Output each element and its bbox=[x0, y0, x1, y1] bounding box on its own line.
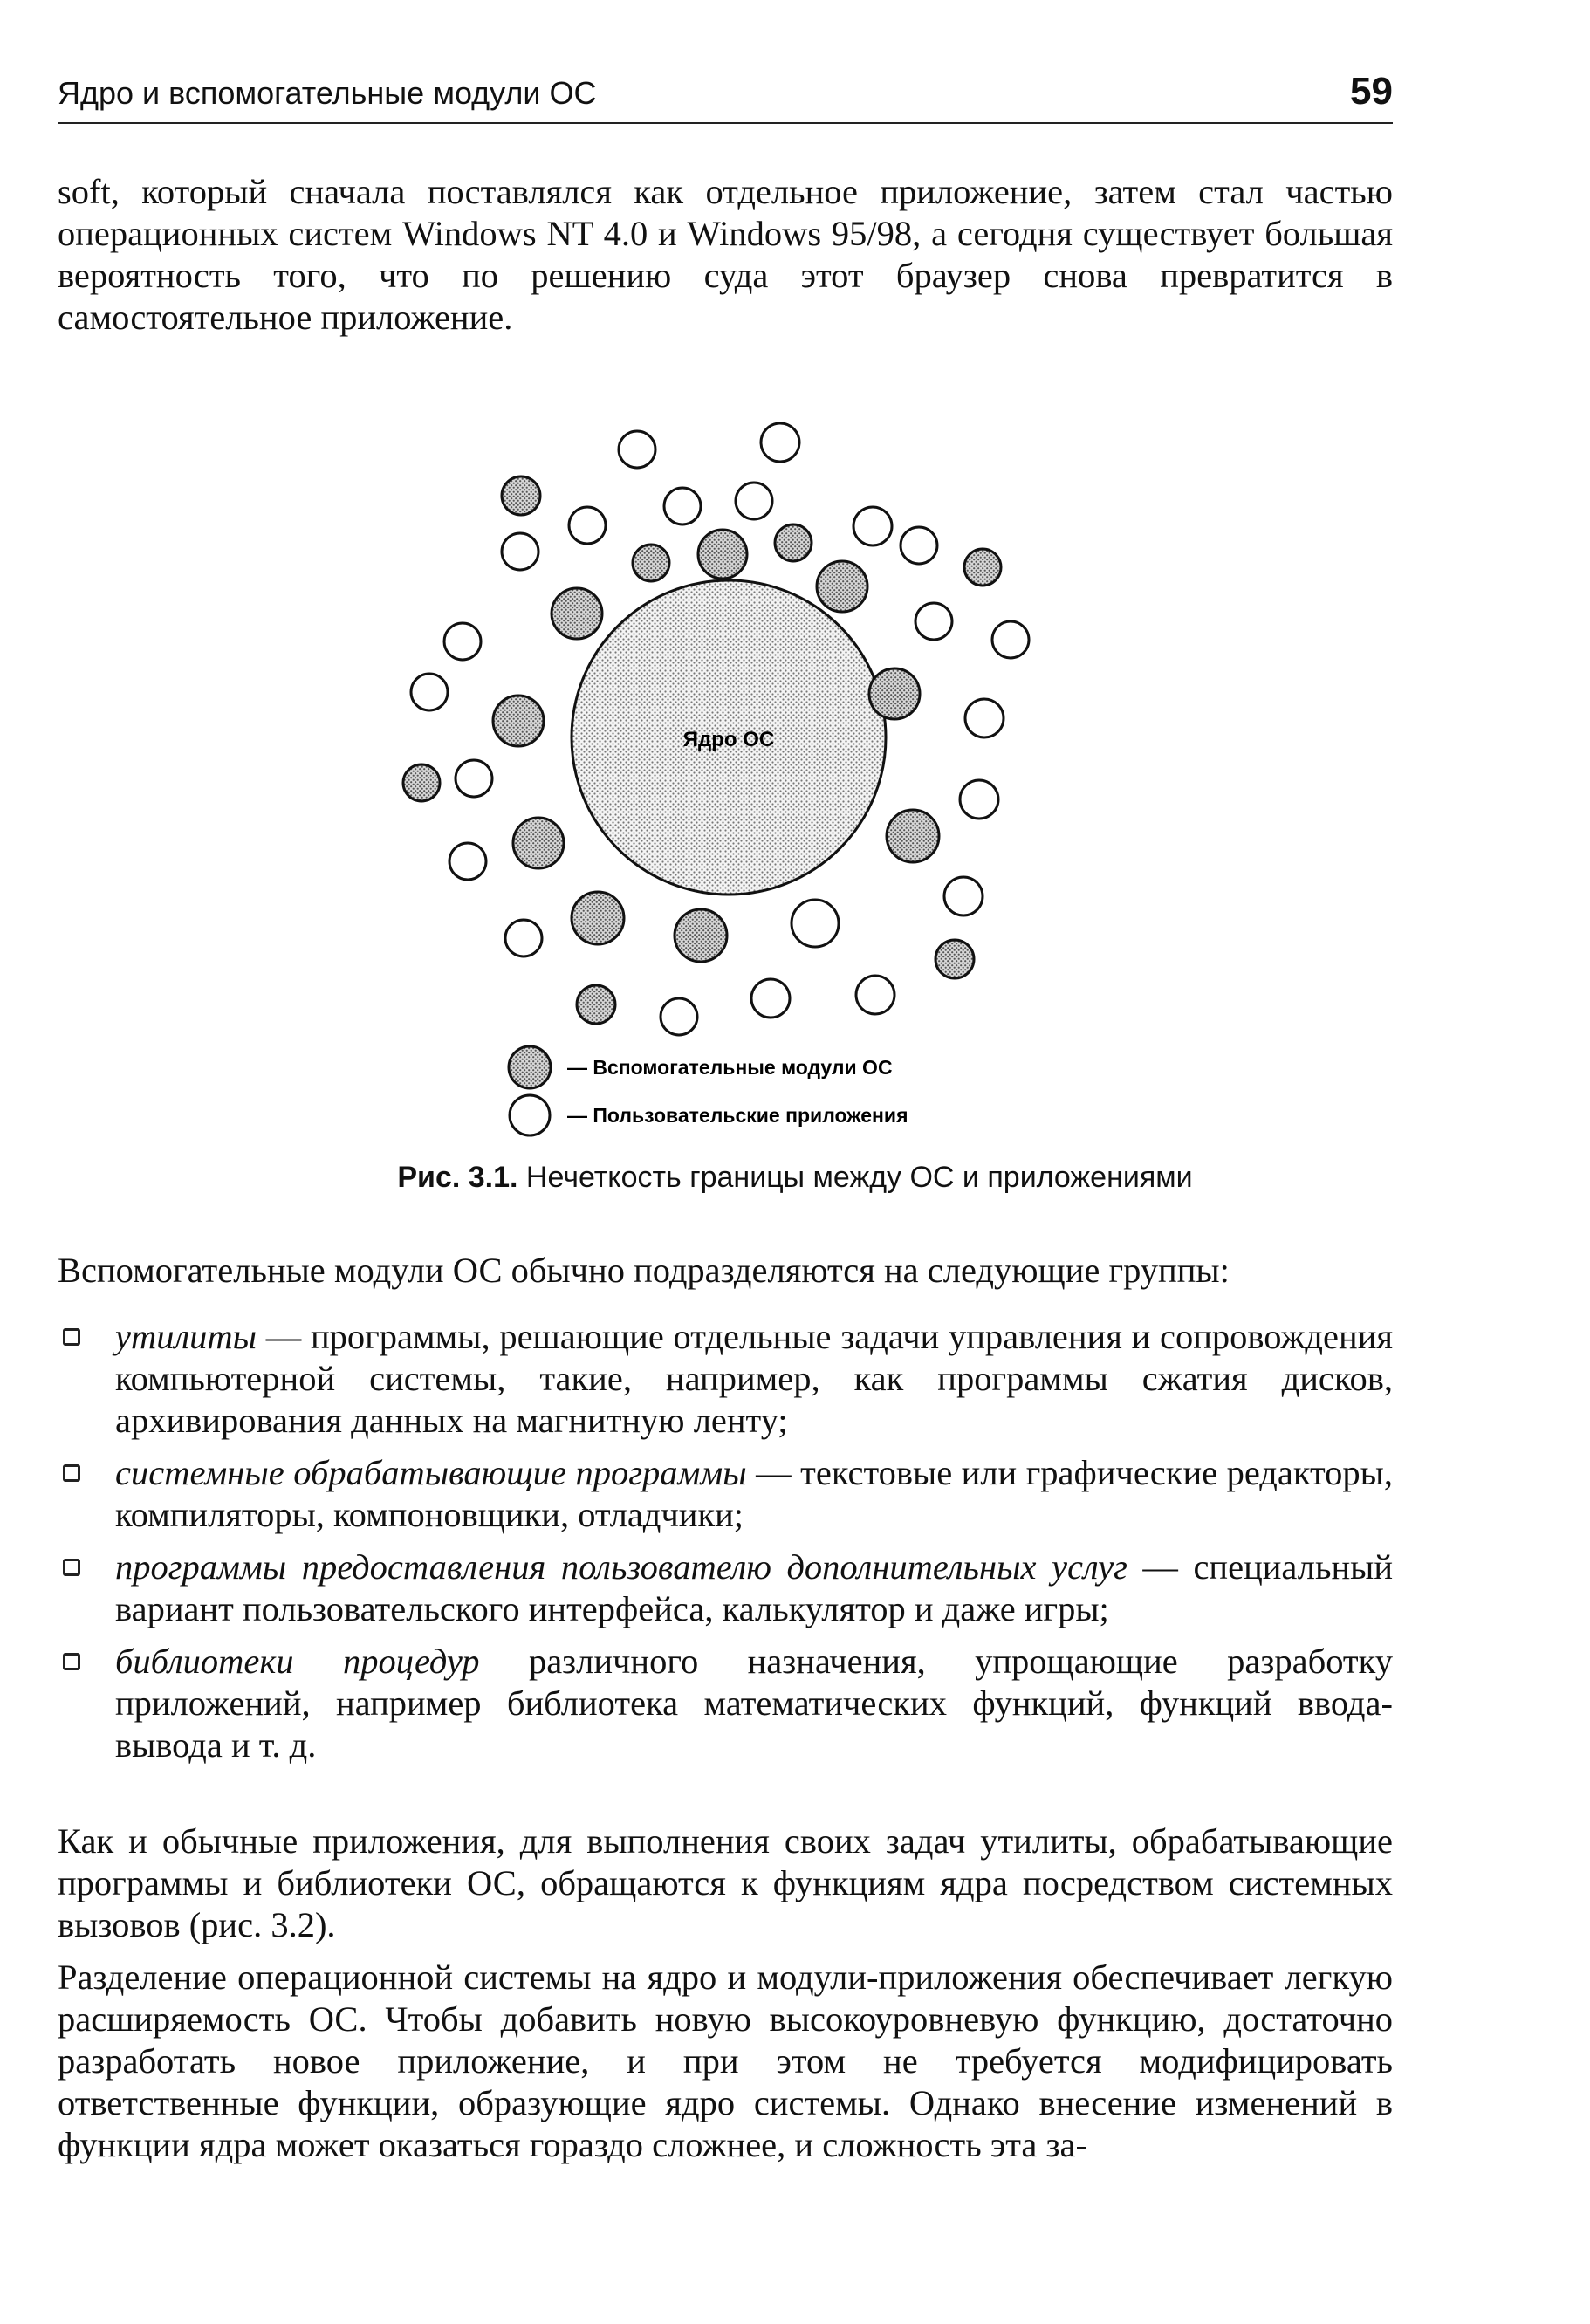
list-term: системные обрабатывающие программы bbox=[115, 1453, 747, 1492]
caption-text: Нечеткость границы между ОС и приложениями bbox=[525, 1161, 1193, 1194]
user-application bbox=[411, 674, 448, 710]
user-application bbox=[456, 760, 492, 797]
user-application bbox=[619, 431, 655, 468]
user-application bbox=[944, 877, 983, 915]
legend-module-text: — Вспомогательные модули ОС bbox=[567, 1056, 893, 1079]
module-groups-list bbox=[58, 1316, 1393, 1777]
kernel-label: Ядро ОС bbox=[682, 728, 775, 751]
os-module bbox=[698, 530, 747, 579]
os-module bbox=[869, 668, 920, 719]
user-application bbox=[960, 780, 998, 819]
checkbox-bullet-icon bbox=[63, 1464, 80, 1482]
os-module bbox=[675, 909, 727, 962]
os-module bbox=[502, 476, 540, 515]
list-item bbox=[58, 1641, 1393, 1766]
list-term: программы предоставления пользователю дополнительных услуг bbox=[115, 1547, 1127, 1587]
checkbox-bullet-icon bbox=[63, 1328, 80, 1346]
user-application bbox=[444, 623, 481, 660]
os-module bbox=[513, 818, 564, 868]
user-application bbox=[792, 900, 839, 947]
os-module bbox=[577, 985, 615, 1024]
list-text: — текстовые или графические редакторы, компиляторы, компоновщики, отладчики; bbox=[115, 1453, 1394, 1534]
checkbox-bullet-icon bbox=[63, 1559, 80, 1576]
paragraph-4: Разделение операционной системы на ядро и модули-приложения обеспечивает легкую расширяемость ОС. Чтобы добавить новую высокоуровневую функцию, достаточно разработать новое приложение, и при этом не требуется модифицировать ответственные функции, образующие ядро системы. Однако внесение изменений в функции ядра может оказаться гораздо сложнее, и сложность эта за- bbox=[58, 1957, 1393, 2164]
user-application bbox=[965, 699, 1004, 737]
os-module bbox=[493, 696, 544, 746]
running-head bbox=[58, 61, 1393, 124]
list-item bbox=[58, 1452, 1393, 1536]
user-application bbox=[901, 527, 937, 564]
diagram-svg bbox=[384, 410, 1073, 1169]
legend-application-text: — Пользовательские приложения bbox=[567, 1104, 908, 1127]
os-module bbox=[633, 545, 669, 581]
user-application bbox=[664, 488, 701, 524]
user-application bbox=[853, 507, 892, 545]
list-item bbox=[58, 1546, 1393, 1630]
legend-application-swatch bbox=[510, 1095, 550, 1135]
paragraph-3: Как и обычные приложения, для выполнения своих задач утилиты, обрабатывающие программы и библиотеки ОС, обращаются к функциям ядра посредством системных вызовов (рис. 3.2). bbox=[58, 1821, 1393, 1944]
list-item bbox=[58, 1316, 1393, 1442]
os-module bbox=[403, 764, 440, 801]
os-module bbox=[775, 524, 812, 561]
user-application bbox=[502, 533, 538, 570]
user-application bbox=[736, 483, 772, 519]
legend-module-swatch bbox=[509, 1046, 551, 1088]
os-module bbox=[552, 588, 602, 639]
list-text: — специальный вариант пользовательского интерфейса, калькулятор и даже игры; bbox=[115, 1547, 1394, 1628]
figure-caption bbox=[0, 1161, 1590, 1195]
user-application bbox=[761, 423, 799, 462]
os-module bbox=[964, 549, 1001, 586]
os-module bbox=[935, 940, 974, 978]
user-application bbox=[992, 621, 1029, 658]
list-text: — программы, решающие отдельные задачи управления и сопровождения компьютерной системы, такие, например, как программы сжатия дисков, архивирования данных на магнитную ленту; bbox=[115, 1317, 1393, 1440]
user-application bbox=[449, 843, 486, 880]
list-text: различного назначения, упрощающие разработку приложений, например библиотека математических функций, функций ввода-вывода и т. д. bbox=[115, 1642, 1393, 1765]
figure-os-kernel-diagram bbox=[384, 410, 1073, 1169]
user-application bbox=[915, 603, 952, 640]
running-title: Ядро и вспомогательные модули ОС bbox=[58, 75, 597, 111]
paragraph-1: soft, который сначала поставлялся как отдельное приложение, затем стал частью операционных систем Windows NT 4.0 и Windows 95/98, а сегодня существует большая вероятность того, что по решению суда этот браузер снова превратится в самостоятельное приложение. bbox=[58, 172, 1393, 337]
list-term: библиотеки процедур bbox=[115, 1642, 480, 1681]
checkbox-bullet-icon bbox=[63, 1653, 80, 1670]
caption-label: Рис. 3.1. bbox=[397, 1161, 518, 1194]
user-application bbox=[856, 976, 894, 1014]
paragraph-2: Вспомогательные модули ОС обычно подразделяются на следующие группы: bbox=[58, 1251, 1230, 1290]
list-term: утилиты bbox=[115, 1317, 257, 1356]
user-application bbox=[661, 998, 697, 1035]
os-module bbox=[572, 892, 624, 944]
os-module bbox=[887, 810, 939, 862]
page-number: 59 bbox=[1350, 70, 1393, 113]
user-application bbox=[569, 507, 606, 544]
user-application bbox=[505, 920, 542, 956]
os-module bbox=[817, 561, 867, 612]
user-application bbox=[751, 979, 790, 1018]
